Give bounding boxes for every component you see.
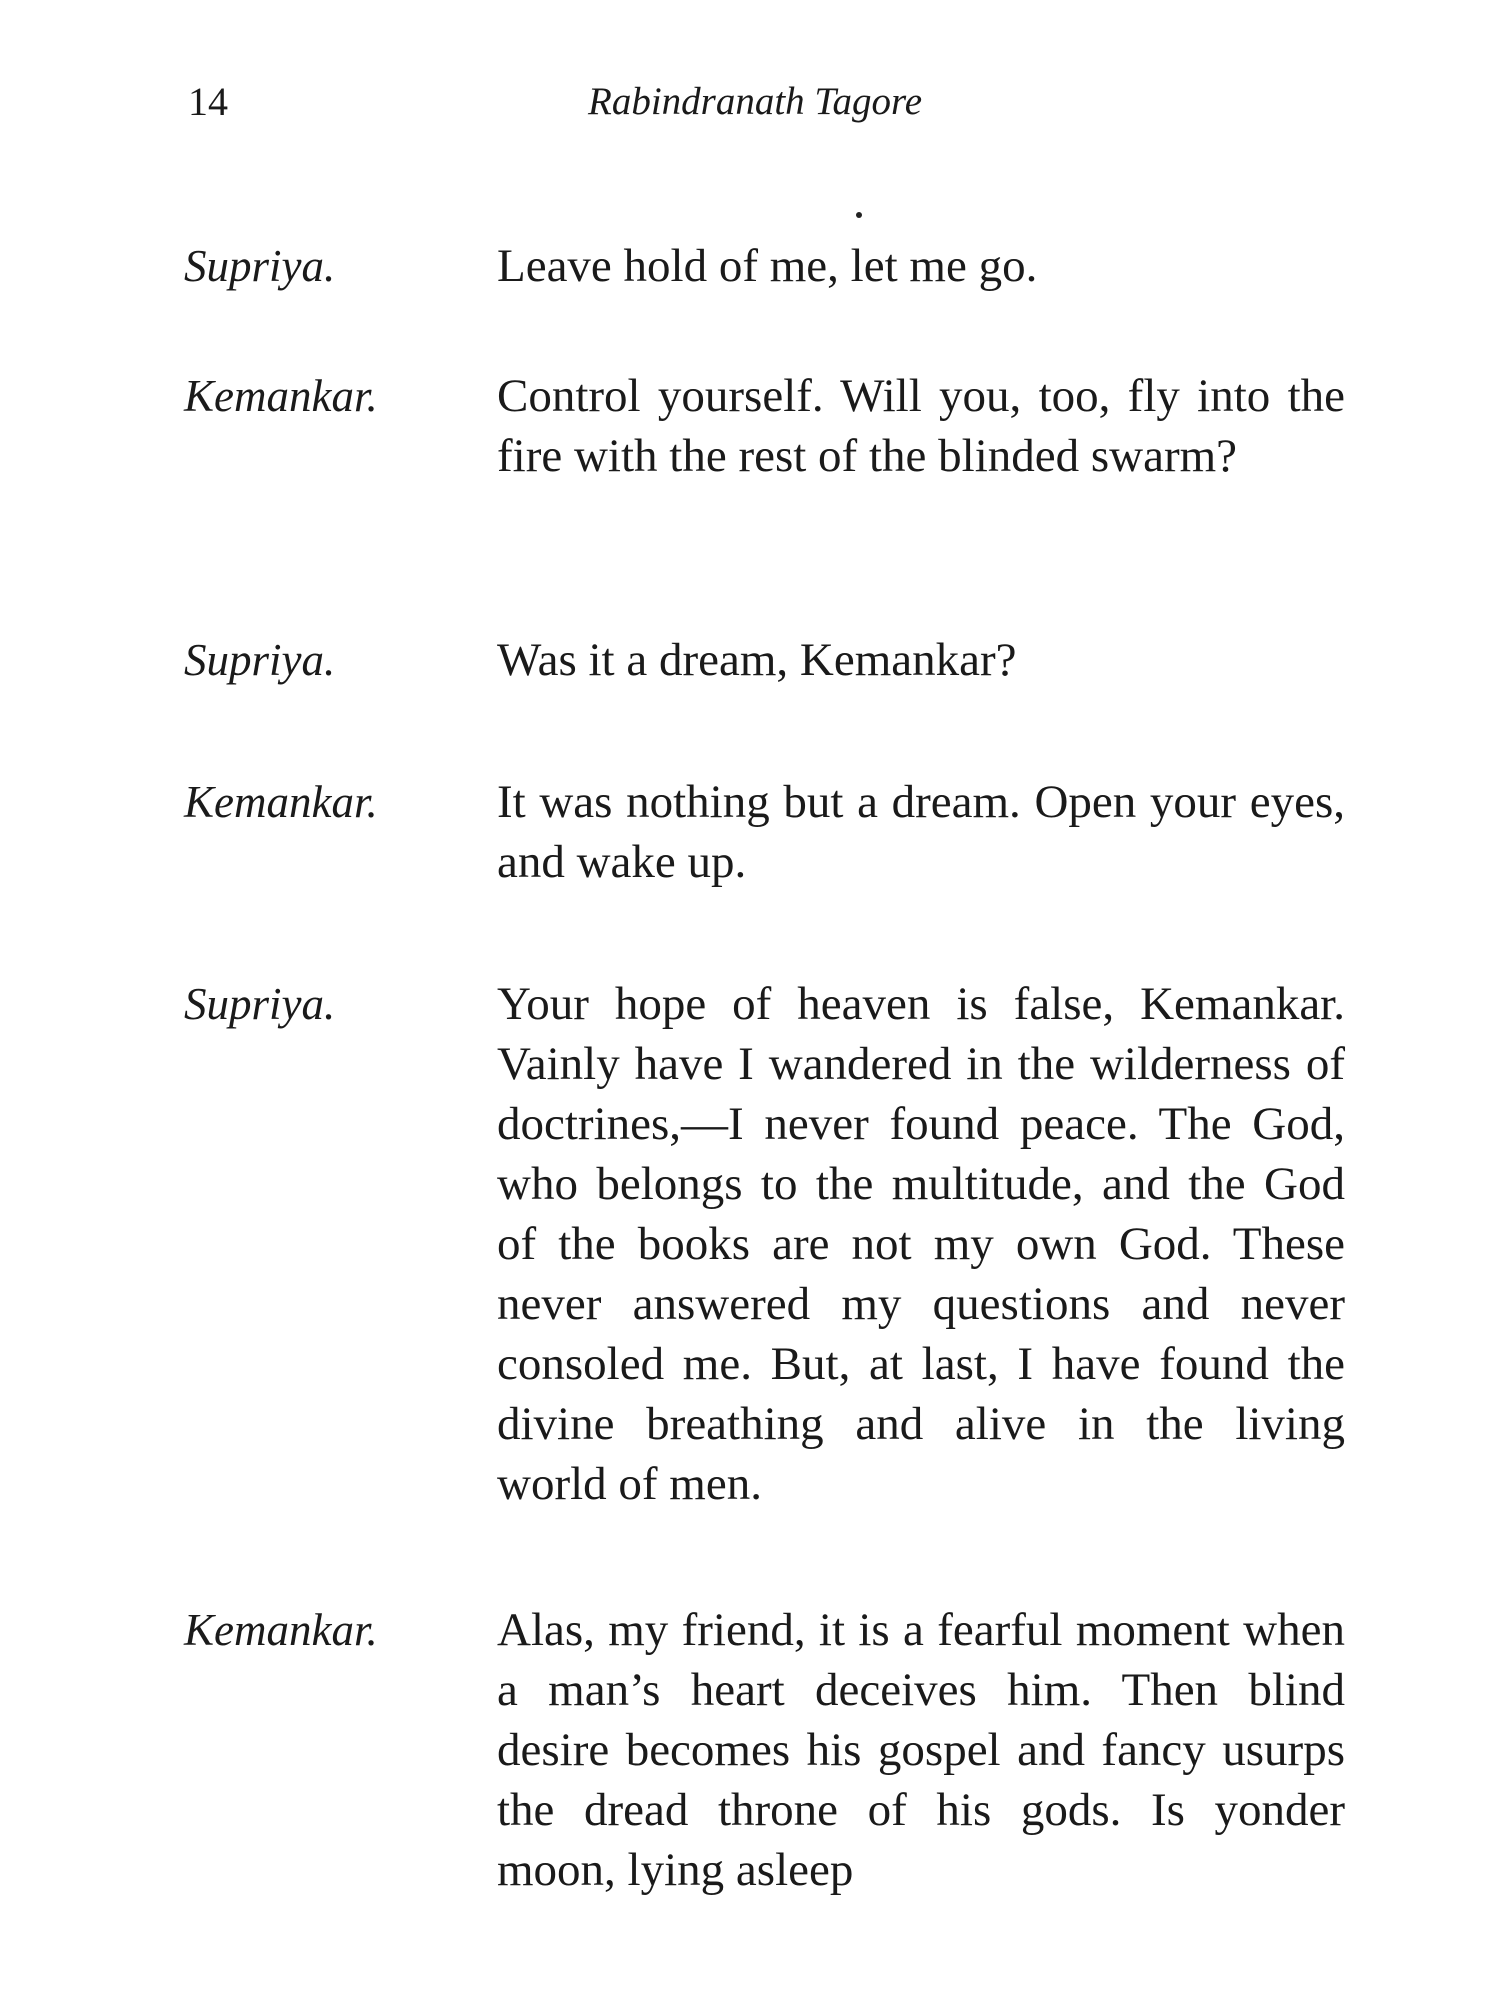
speech-text: Alas, my friend, it is a fearful moment when a man’s heart deceives him. Then blind desire becomes his gospel and fancy usurps the dread throne of his gods. Is yonder moon, lying asleep [497, 1604, 1345, 1896]
speech-text: Your hope of heaven is false, Kemankar. Vainly have I wandered in the wilderness of doctrines,—I never found peace. The God, who belongs to the multitude, and the God of the books are not my own God. These never answered my questions and never consoled me. But, at last, I have found the divine breathing and alive in the living world of men. [497, 978, 1345, 1510]
speech-text: It was nothing but a dream. Open your eyes, and wake up. [497, 776, 1345, 888]
speaker-name: Kemankar. [184, 777, 378, 827]
speaker-name: Supriya. [184, 241, 336, 291]
speaker-name: Kemankar. [184, 1605, 378, 1655]
speaker-name: Supriya. [184, 979, 336, 1029]
ink-speck [856, 212, 862, 218]
page-number: 14 [188, 79, 228, 124]
speech-text: Was it a dream, Kemankar? [497, 634, 1017, 686]
speaker-name: Kemankar. [184, 371, 378, 421]
speech-text: Leave hold of me, let me go. [497, 240, 1038, 292]
running-head: Rabindranath Tagore [588, 80, 923, 123]
speech-text: Control yourself. Will you, too, fly into the fire with the rest of the blinded swarm? [497, 370, 1345, 482]
speaker-name: Supriya. [184, 635, 336, 685]
